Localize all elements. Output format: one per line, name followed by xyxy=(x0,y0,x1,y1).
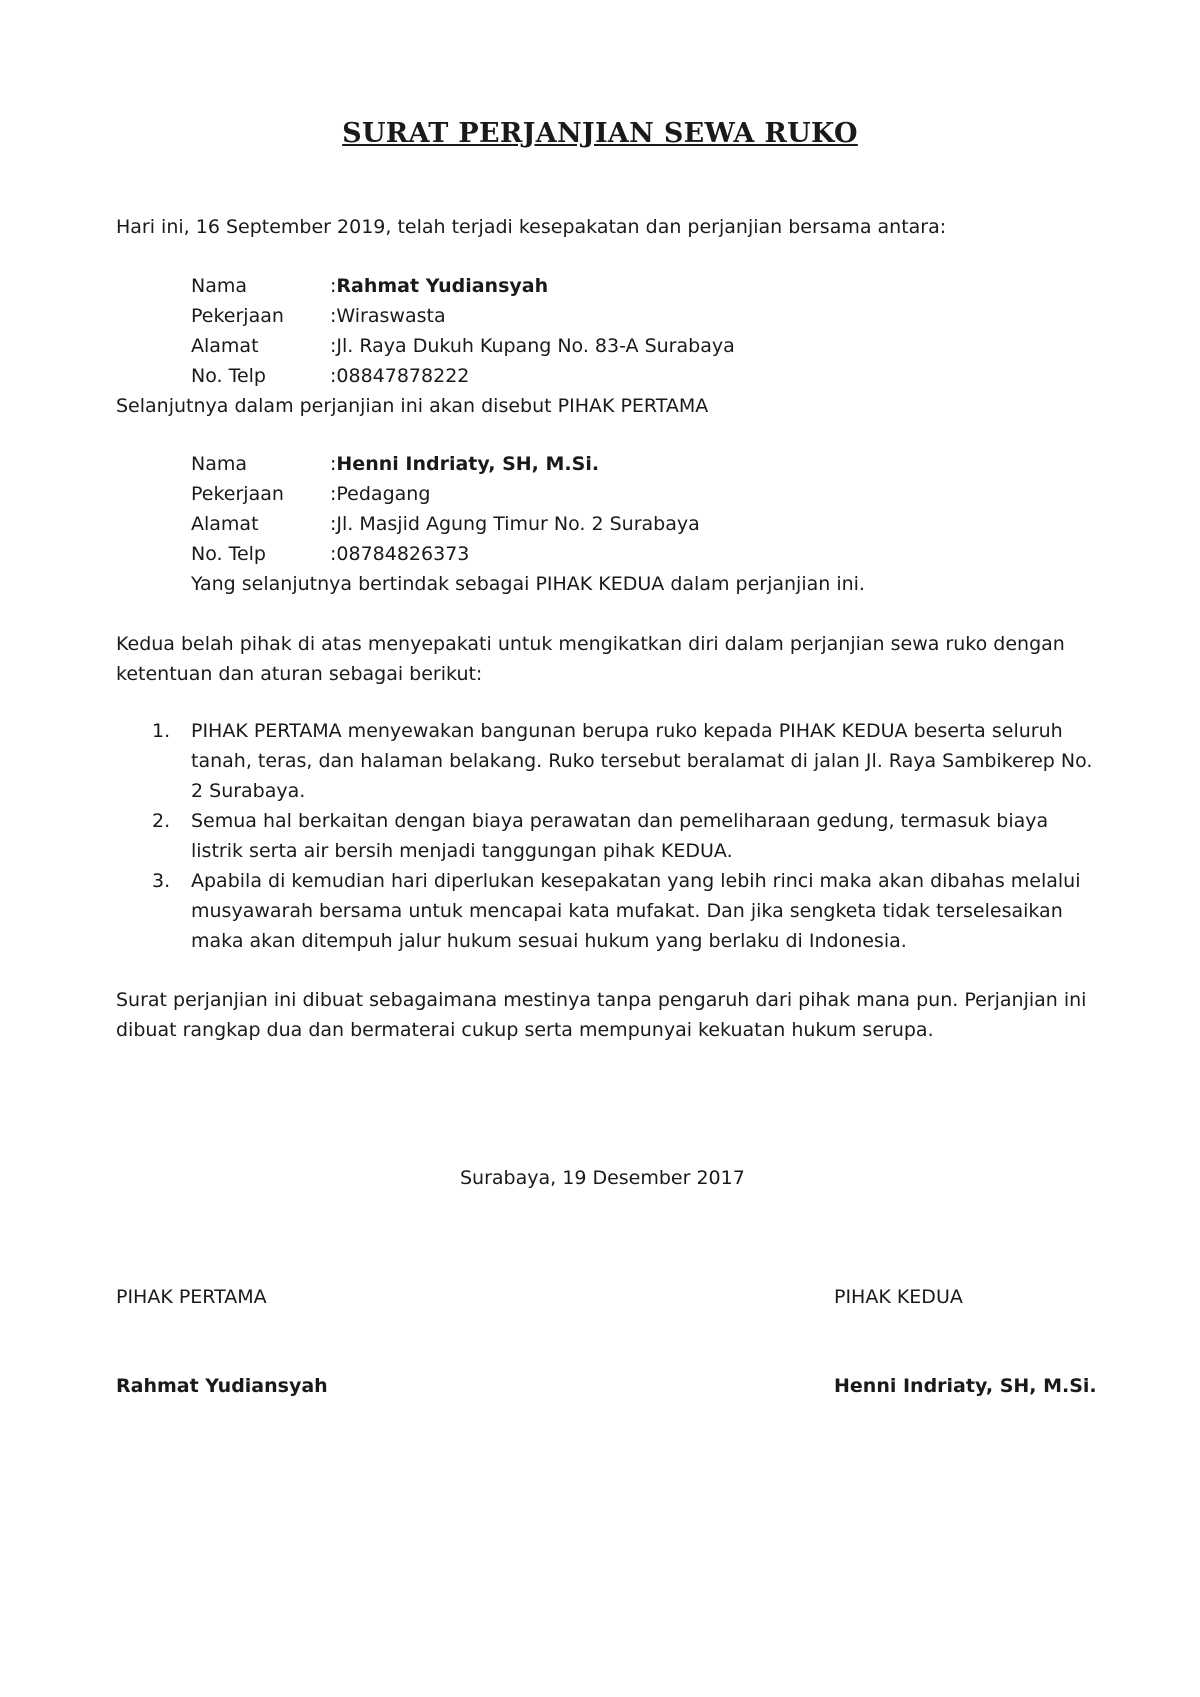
signature-label-right: PIHAK KEDUA xyxy=(834,1286,963,1308)
party2-job-value: Pedagang xyxy=(336,483,431,505)
party1-job-label: Pekerjaan xyxy=(191,305,284,327)
place-date: Surabaya, 19 Desember 2017 xyxy=(460,1167,745,1189)
party1-closing: Selanjutnya dalam perjanjian ini akan disebut PIHAK PERTAMA xyxy=(116,395,709,417)
party2-name-row: Nama :Henni Indriaty, SH, M.Si. xyxy=(191,449,599,479)
closing-paragraph: Surat perjanjian ini dibuat sebagaimana mestinya tanpa pengaruh dari pihak mana pun. Perjanjian ini dibuat rangkap dua dan bermaterai cukup serta mempunyai kekuatan hukum serupa. xyxy=(116,989,1087,1041)
term-text: Apabila di kemudian hari diperlukan kesepakatan yang lebih rinci maka akan dibahas melalui musyawarah bersama untuk mencapai kata mufakat. Dan jika sengketa tidak terselesaikan maka akan ditempuh jalur hukum sesuai hukum yang berlaku di Indonesia. xyxy=(191,870,1081,952)
party2-address-label: Alamat xyxy=(191,513,259,535)
party1-address-row: Alamat :Jl. Raya Dukuh Kupang No. 83-A Surabaya xyxy=(191,331,735,361)
party1-phone-label: No. Telp xyxy=(191,365,266,387)
party2-phone-label: No. Telp xyxy=(191,543,266,565)
signature-name-right: Henni Indriaty, SH, M.Si. xyxy=(834,1375,1097,1397)
party2-job-label: Pekerjaan xyxy=(191,483,284,505)
signature-label-left: PIHAK PERTAMA xyxy=(116,1286,267,1308)
party1-name-value: Rahmat Yudiansyah xyxy=(336,275,549,297)
term-number: 3. xyxy=(152,870,171,892)
party2-closing: Yang selanjutnya bertindak sebagai PIHAK KEDUA dalam perjanjian ini. xyxy=(191,573,865,595)
signature-name-left: Rahmat Yudiansyah xyxy=(116,1375,328,1397)
party2-address-value: Jl. Masjid Agung Timur No. 2 Surabaya xyxy=(336,513,700,535)
terms-list xyxy=(116,716,1096,956)
party1-address-label: Alamat xyxy=(191,335,259,357)
party1-name-row: Nama :Rahmat Yudiansyah xyxy=(191,271,548,301)
term-item xyxy=(116,716,1096,806)
party1-phone-value: 08847878222 xyxy=(336,365,470,387)
term-number: 1. xyxy=(152,720,171,742)
agreement-intro: Kedua belah pihak di atas menyepakati untuk mengikatkan diri dalam perjanjian sewa ruko dengan ketentuan dan aturan sebagai berikut: xyxy=(116,633,1065,685)
term-item xyxy=(116,866,1096,956)
party1-address-value: Jl. Raya Dukuh Kupang No. 83-A Surabaya xyxy=(336,335,735,357)
party2-address-row: Alamat :Jl. Masjid Agung Timur No. 2 Surabaya xyxy=(191,509,700,539)
party1-job-value: Wiraswasta xyxy=(336,305,446,327)
party2-name-label: Nama xyxy=(191,453,248,475)
party1-job-row: Pekerjaan :Wiraswasta xyxy=(191,301,446,331)
term-text: Semua hal berkaitan dengan biaya perawatan dan pemeliharaan gedung, termasuk biaya listrik serta air bersih menjadi tanggungan pihak KEDUA. xyxy=(191,810,1049,862)
document-title: SURAT PERJANJIAN SEWA RUKO xyxy=(342,118,858,149)
party2-phone-row: No. Telp :08784826373 xyxy=(191,539,469,569)
party2-name-value: Henni Indriaty, SH, M.Si. xyxy=(336,453,600,475)
party2-phone-value: 08784826373 xyxy=(336,543,470,565)
party2-job-row: Pekerjaan :Pedagang xyxy=(191,479,430,509)
intro-text: Hari ini, 16 September 2019, telah terjadi kesepakatan dan perjanjian bersama antara: xyxy=(116,216,947,238)
party1-phone-row: No. Telp :08847878222 xyxy=(191,361,469,391)
term-number: 2. xyxy=(152,810,171,832)
term-text: PIHAK PERTAMA menyewakan bangunan berupa ruko kepada PIHAK KEDUA beserta seluruh tanah, teras, dan halaman belakang. Ruko tersebut beralamat di jalan Jl. Raya Sambikerep No. 2 Surabaya. xyxy=(191,720,1093,802)
party1-name-label: Nama xyxy=(191,275,248,297)
term-item xyxy=(116,806,1096,866)
